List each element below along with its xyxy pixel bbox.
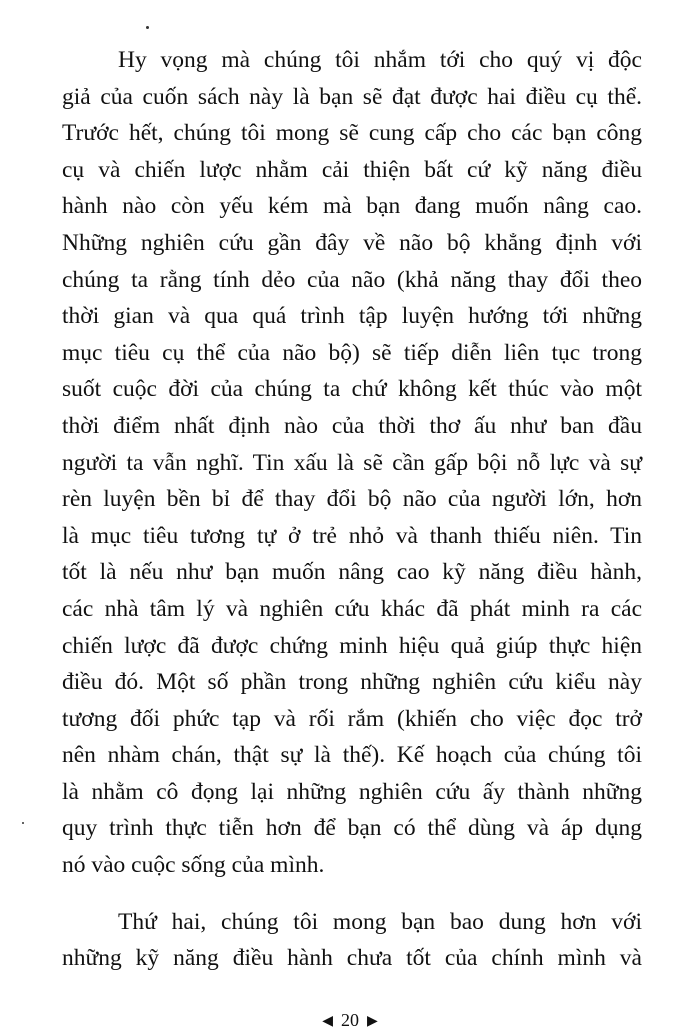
paragraph-2 — [62, 904, 642, 977]
text-line: Thứ hai, chúng tôi mong bạn bao dung hơn với — [118, 908, 642, 935]
paragraph-1 — [62, 42, 642, 884]
text-line: cụ và chiến lược nhằm cải thiện bất cứ kỹ năng điều — [62, 156, 642, 183]
text-line: thời gian và qua quá trình tập luyện hướng tới những — [62, 303, 642, 330]
text-line: tốt là nếu như bạn muốn nâng cao kỹ năng điều hành, — [62, 559, 642, 586]
right-triangle-icon: ▶ — [367, 1014, 378, 1029]
page-footer — [0, 1010, 700, 1032]
paragraph-spacer — [62, 884, 642, 904]
text-line: quy trình thực tiễn hơn để bạn có thể dùng và áp dụng — [62, 815, 642, 842]
text-line: thời điểm nhất định nào của thời thơ ấu như ban đầu — [62, 412, 642, 439]
text-line: những kỹ năng điều hành chưa tốt của chính mình và — [62, 945, 642, 972]
scan-speck — [146, 26, 149, 29]
body-text — [62, 42, 642, 977]
text-line: nên nhàm chán, thật sự là thế). Kế hoạch của chúng tôi — [62, 742, 642, 769]
text-line: Những nghiên cứu gần đây về não bộ khẳng định với — [62, 229, 642, 256]
left-triangle-icon: ◀ — [322, 1014, 333, 1029]
text-line: hành nào còn yếu kém mà bạn đang muốn nâng cao. — [62, 193, 642, 220]
text-line: mục tiêu cụ thể của não bộ) sẽ tiếp diễn liên tục trong — [62, 339, 642, 366]
text-line: là mục tiêu tương tự ở trẻ nhỏ và thanh thiếu niên. Tin — [62, 522, 642, 549]
scan-speck — [22, 822, 24, 824]
text-line: nó vào cuộc sống của mình. — [62, 852, 325, 879]
text-line: Hy vọng mà chúng tôi nhắm tới cho quý vị độc — [118, 47, 642, 73]
text-line: tương đối phức tạp và rối rắm (khiến cho việc đọc trở — [62, 705, 642, 732]
text-line: các nhà tâm lý và nghiên cứu khác đã phát minh ra các — [62, 595, 642, 622]
text-line: rèn luyện bền bỉ để thay đổi bộ não của người lớn, hơn — [62, 486, 642, 513]
text-line: là nhằm cô đọng lại những nghiên cứu ấy thành những — [62, 778, 642, 805]
page-number: 20 — [341, 1010, 359, 1030]
text-line: giả của cuốn sách này là bạn sẽ đạt được hai điều cụ thể. — [62, 83, 642, 110]
text-line: điều đó. Một số phần trong những nghiên cứu kiểu này — [62, 669, 642, 696]
text-line: chúng ta rằng tính dẻo của não (khả năng thay đổi theo — [62, 266, 642, 293]
text-line: Trước hết, chúng tôi mong sẽ cung cấp cho các bạn công — [62, 120, 642, 147]
text-line: chiến lược đã được chứng minh hiệu quả giúp thực hiện — [62, 632, 642, 659]
text-line: suốt cuộc đời của chúng ta chứ không kết thúc vào một — [62, 376, 642, 403]
text-line: người ta vẫn nghĩ. Tin xấu là sẽ cần gấp bội nỗ lực và sự — [62, 449, 642, 476]
